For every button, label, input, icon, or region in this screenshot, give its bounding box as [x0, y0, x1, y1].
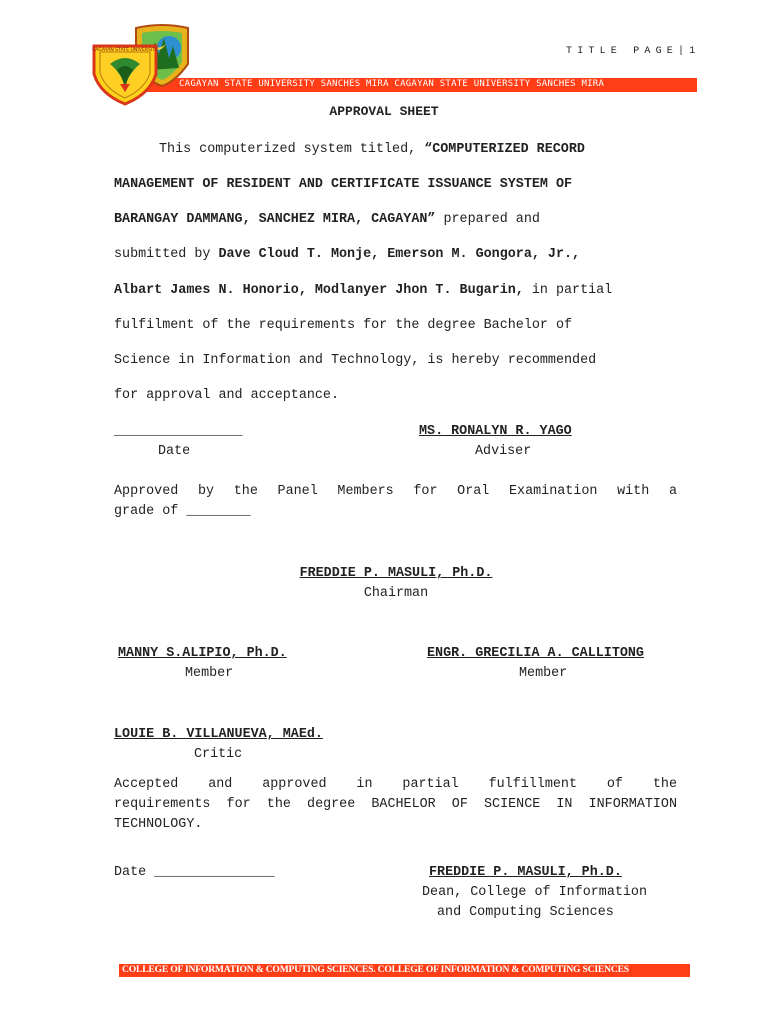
- member-role: Member: [185, 666, 234, 681]
- header-banner: [115, 78, 697, 92]
- university-logo-text: CAGAYAN STATE UNIVERSITY: [92, 48, 158, 53]
- member-role: Member: [519, 666, 568, 681]
- paragraph-line: [114, 212, 540, 227]
- page-label: TITLE PAGE|1: [566, 46, 701, 57]
- footer-banner-text: COLLEGE OF INFORMATION & COMPUTING SCIENCES. COLLEGE OF INFORMATION & COMPUTING SCIENCES: [122, 964, 629, 975]
- dean-role: Dean, College of Information: [422, 885, 647, 900]
- acceptance-text: Accepted and approved in partial fulfillment of the: [114, 777, 677, 792]
- footer-banner: [119, 964, 690, 977]
- chairman-name: FREDDIE P. MASULI, Ph.D.: [299, 566, 493, 581]
- university-logo: [90, 40, 160, 106]
- chairman-role: Chairman: [363, 586, 429, 601]
- page-title: APPROVAL SHEET: [329, 104, 439, 119]
- proponents-text: Dave Cloud T. Monje, Emerson M. Gongora, Jr.,: [218, 247, 581, 262]
- paragraph-text: prepared and: [435, 212, 540, 227]
- acceptance-text: TECHNOLOGY.: [114, 817, 203, 832]
- paragraph-line: [114, 247, 580, 262]
- member-name: ENGR. GRECILIA A. CALLITONG: [427, 646, 644, 661]
- paragraph-line: for approval and acceptance.: [114, 388, 339, 403]
- critic-role: Critic: [194, 747, 243, 762]
- dean-name: FREDDIE P. MASULI, Ph.D.: [429, 865, 622, 880]
- paragraph-line: Science in Information and Technology, is hereby recommended: [114, 353, 597, 368]
- critic-name: LOUIE B. VILLANUEVA, MAEd.: [114, 727, 323, 742]
- acceptance-text: requirements for the degree BACHELOR OF SCIENCE IN INFORMATION: [114, 797, 677, 812]
- system-title-text: BARANGAY DAMMANG, SANCHEZ MIRA, CAGAYAN”: [114, 212, 436, 227]
- adviser-name: MS. RONALYN R. YAGO: [419, 424, 572, 439]
- paragraph-text: in partial: [523, 283, 613, 298]
- date-signature-line: ________________: [114, 424, 243, 439]
- grade-line: grade of ________: [114, 504, 251, 519]
- adviser-role: Adviser: [475, 444, 532, 459]
- system-title-text: “COMPUTERIZED RECORD: [424, 142, 585, 157]
- paragraph-text: This computerized system titled,: [159, 142, 425, 157]
- dean-date-line: Date _______________: [114, 865, 275, 880]
- system-title-text: MANAGEMENT OF RESIDENT AND CERTIFICATE ISSUANCE SYSTEM OF: [114, 177, 573, 192]
- member-name: MANNY S.ALIPIO, Ph.D.: [118, 646, 287, 661]
- paragraph-line: [114, 283, 612, 298]
- paragraph-text: submitted by: [114, 247, 219, 262]
- paragraph-line: [159, 142, 585, 157]
- dean-role: and Computing Sciences: [437, 905, 614, 920]
- date-label: Date: [158, 444, 191, 459]
- panel-approval-text: Approved by the Panel Members for Oral Examination with a: [114, 484, 677, 499]
- paragraph-line: fulfilment of the requirements for the degree Bachelor of: [114, 318, 573, 333]
- header-banner-text: CAGAYAN STATE UNIVERSITY SANCHES MIRA CAGAYAN STATE UNIVERSITY SANCHES MIRA: [179, 79, 605, 89]
- proponents-text: Albart James N. Honorio, Modlanyer Jhon T. Bugarin,: [114, 283, 524, 298]
